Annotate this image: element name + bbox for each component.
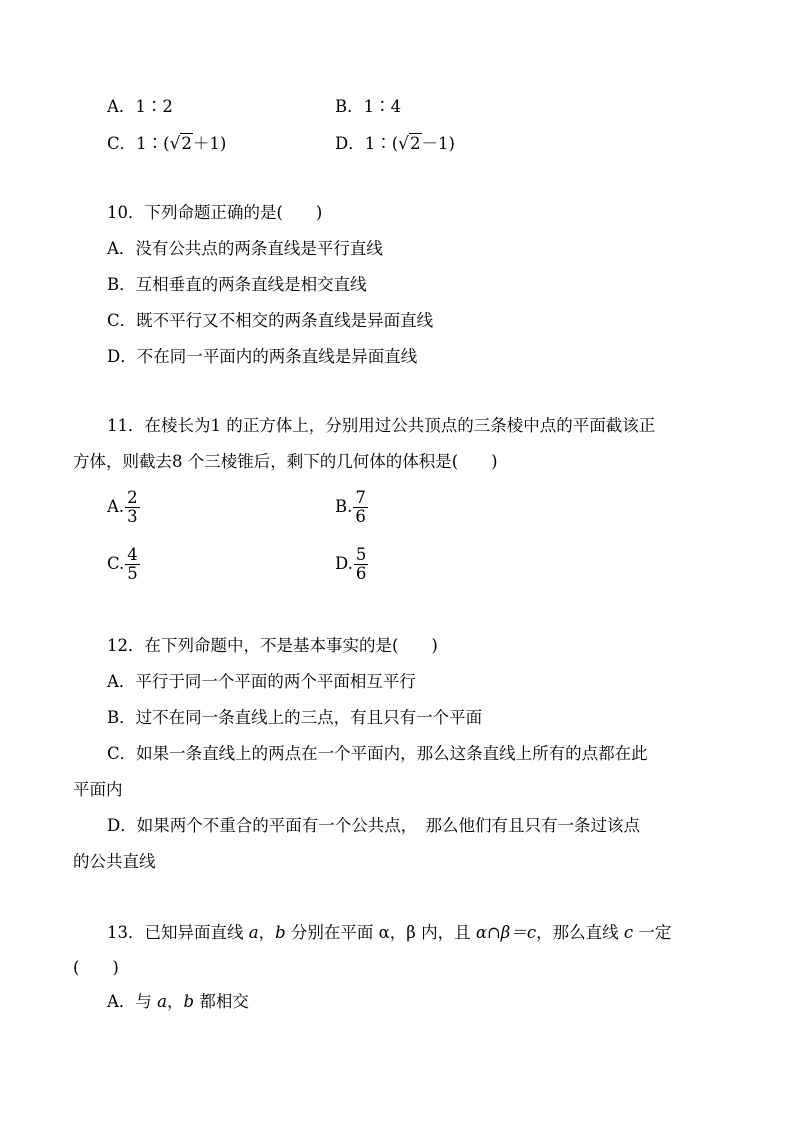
q10-option-b: B．互相垂直的两条直线是相交直线 [107,275,367,294]
q13-stem-line2: ( ) [73,958,119,977]
q11-option-b [335,489,368,526]
q12-option-a: A．平行于同一个平面的两个平面相互平行 [107,672,416,691]
fraction-numerator: 4 [127,545,138,564]
q11-stem-line1: 11．在棱长为1 的正方体上，分别用过公共顶点的三条棱中点的平面截该正 [107,416,656,435]
q12-option-d-line1: D．如果两个不重合的平面有一个公共点， 那么他们有且只有一条过该点 [107,816,640,835]
q9-option-d-radicand: 2 [410,134,421,153]
q13-stem-part: 分别在平面 α，β 内，且 [285,923,476,942]
fraction [353,489,368,526]
q13-option-a-prefix: A．与 [107,992,158,1011]
fraction-denominator: 3 [127,507,138,526]
q11-option-c [107,546,140,583]
q10-option-d: D．不在同一平面内的两条直线是异面直线 [107,347,418,366]
q11-option-a-label: A. [107,497,125,516]
fraction-denominator: 6 [355,507,366,526]
q13-stem-part: 13．已知异面直线 [107,923,249,942]
sqrt-symbol: √2 [398,134,421,154]
q13-option-a [107,991,249,1013]
q9-option-d [335,133,455,155]
fraction [125,546,140,583]
q10-option-a: A．没有公共点的两条直线是平行直线 [107,239,383,258]
q13-stem-line1 [107,922,671,944]
q13-stem-part: ，那么直线 [536,923,624,942]
fraction [125,489,140,526]
q12-option-c-line1: C．如果一条直线上的两点在一个平面内，那么这条直线上所有的点都在此 [107,744,648,763]
q13-separator: ， [258,923,276,942]
fraction-numerator: 7 [355,488,366,507]
q9-option-c-prefix: C．1∶( [107,134,170,153]
q12-option-b: B．过不在同一条直线上的三点，有且只有一个平面 [107,708,483,727]
q13-stem-part: 一定 [633,923,672,942]
q13-option-a-suffix: 都相交 [194,992,249,1011]
q10-option-c: C．既不平行又不相交的两条直线是异面直线 [107,311,434,330]
q11-option-d-label: D. [335,554,353,573]
q9-option-d-suffix: －1) [421,134,455,153]
q13-var-b: b [275,923,286,942]
q9-option-c-suffix: ＋1) [192,134,227,153]
sqrt-symbol: √2 [169,134,192,154]
fraction [354,546,369,583]
q12-option-c-line2: 平面内 [73,780,123,799]
q10-stem: 10．下列命题正确的是( ) [107,203,323,222]
q11-stem-line2: 方体，则截去8 个三棱锥后，剩下的几何体的体积是( ) [73,452,498,471]
q9-option-a: A．1∶2 [107,97,173,116]
q9-option-c [107,133,226,155]
fraction-denominator: 6 [355,564,367,583]
q11-option-d [335,546,368,583]
q11-option-a [107,489,140,526]
q13-option-a-var-b: b [183,992,195,1011]
q13-option-a-separator: ， [167,992,184,1011]
q13-option-a-var-a: a [157,992,168,1011]
q11-option-b-label: B. [335,497,353,516]
q13-var-c: c [623,923,634,942]
q9-option-c-radicand: 2 [181,134,192,153]
fraction-denominator: 5 [127,564,138,583]
fraction-numerator: 5 [355,545,367,564]
fraction-numerator: 2 [127,488,138,507]
q13-expression: α∩β＝c [475,923,537,942]
q12-option-d-line2: 的公共直线 [73,852,156,871]
q12-stem: 12．在下列命题中，不是基本事实的是( ) [107,636,438,655]
q11-option-c-label: C. [107,554,125,573]
q9-option-b: B．1∶4 [335,97,402,116]
q13-var-a: a [248,923,259,942]
q9-option-d-prefix: D．1∶( [335,134,399,153]
